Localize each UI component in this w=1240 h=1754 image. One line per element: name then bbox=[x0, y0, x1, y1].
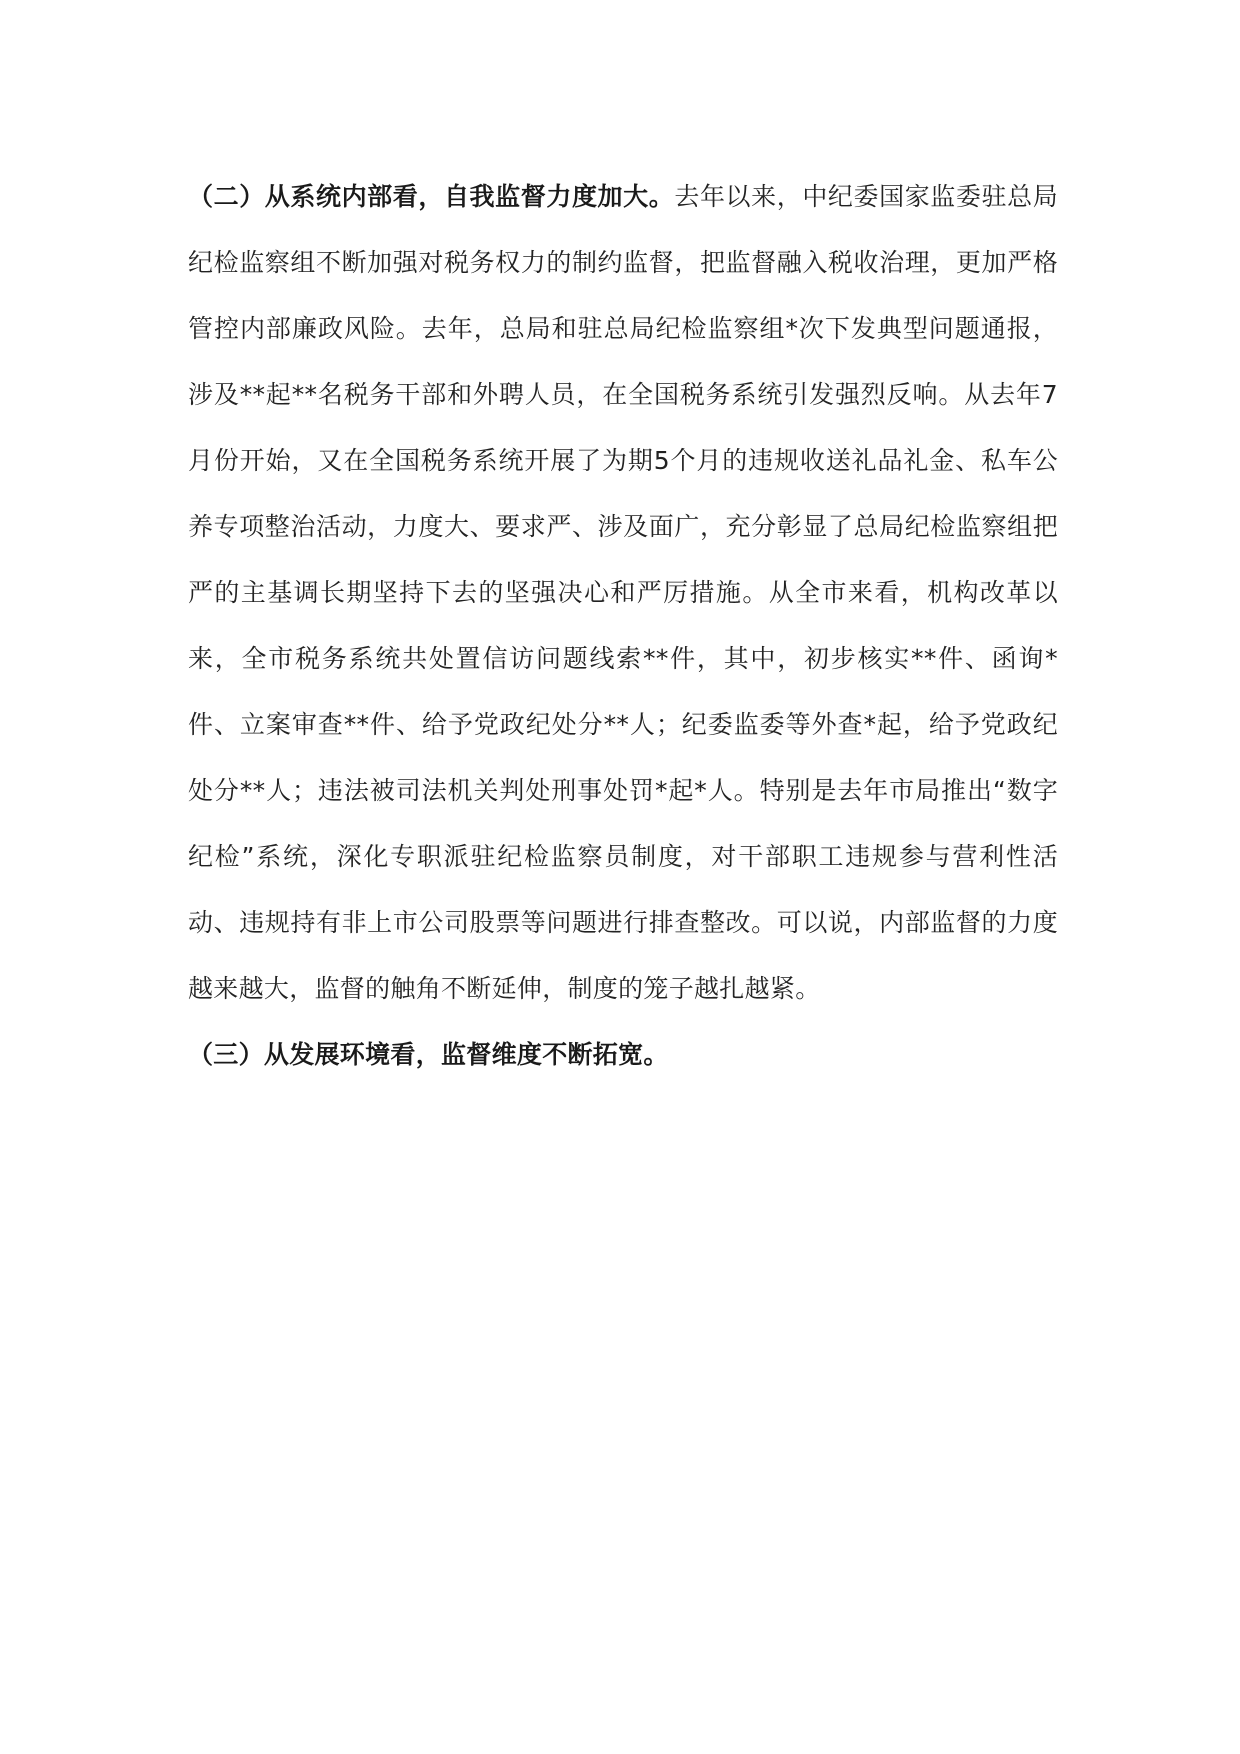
paragraph-heading: （三）从发展环境看，监督维度不断拓宽。 bbox=[188, 1040, 669, 1069]
paragraph-development-environment bbox=[188, 1022, 1058, 1088]
paragraph-text: 去年以来，中纪委国家监委驻总局纪检监察组不断加强对税务权力的制约监督，把监督融入税收治理，更加严格管控内部廉政风险。去年，总局和驻总局纪检监察组*次下发典型问题通报，涉及**起**名税务干部和外聘人员，在全国税务系统引发强烈反响。从去年7月份开始，又在全国税务系统开展了为期5个月的违规收送礼品礼金、私车公养专项整治活动，力度大、要求严、涉及面广，充分彰显了总局纪检监察组把严的主基调长期坚持下去的坚强决心和严厉措施。从全市来看，机构改革以来，全市税务系统共处置信访问题线索**件，其中，初步核实**件、函询*件、立案审查**件、给予党政纪处分**人；纪委监委等外查*起，给予党政纪处分**人；违法被司法机关判处刑事处罚*起*人。特别是去年市局推出“数字纪检”系统，深化专职派驻纪检监察员制度，对干部职工违规参与营利性活动、违规持有非上市公司股票等问题进行排查整改。可以说，内部监督的力度越来越大，监督的触角不断延伸，制度的笼子越扎越紧。 bbox=[188, 182, 1058, 1003]
document-body bbox=[188, 164, 1058, 1088]
paragraph-internal-supervision bbox=[188, 164, 1058, 1022]
paragraph-heading: （二）从系统内部看，自我监督力度加大。 bbox=[188, 182, 675, 211]
